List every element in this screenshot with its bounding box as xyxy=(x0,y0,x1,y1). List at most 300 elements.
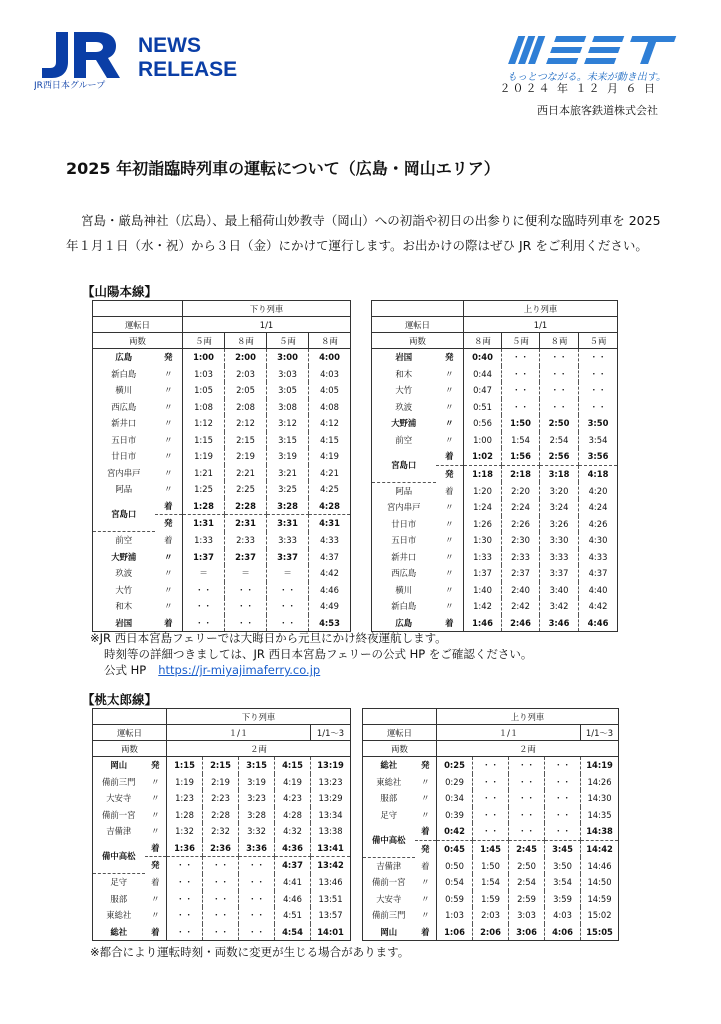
time-cell: 2:28 xyxy=(203,807,239,824)
time-cell: 3:03 xyxy=(509,907,545,924)
time-cell: 2:12 xyxy=(225,415,267,432)
time-cell: 4:06 xyxy=(545,924,581,941)
time-cell: 3:37 xyxy=(267,549,309,566)
time-cell: 4:41 xyxy=(275,874,311,891)
time-cell: 0:42 xyxy=(437,823,473,840)
time-cell: ・・ xyxy=(579,399,618,416)
station-name: 東総社 xyxy=(106,910,132,921)
cars-label: 両数 xyxy=(372,333,464,349)
station-name: 備前三門 xyxy=(102,776,136,787)
time-cell: 3:06 xyxy=(509,924,545,941)
time-cell: 1:42 xyxy=(464,598,502,615)
change-notice: ※都合により運転時刻・両数に変更が生じる場合があります。 xyxy=(90,945,410,959)
time-cell: 1:15 xyxy=(183,432,225,449)
cars-value: ５両 xyxy=(183,333,225,349)
arrive-depart-mark: 着 xyxy=(415,823,437,840)
blank-cell xyxy=(93,301,183,317)
time-cell: ・・ xyxy=(473,790,509,807)
time-cell: 4:12 xyxy=(309,415,351,432)
date-value-range: 1/1〜3 xyxy=(581,725,619,741)
slogan: もっとつながる。未来が動き出す。 xyxy=(507,72,666,83)
time-cell: 1:19 xyxy=(167,774,203,791)
table-row xyxy=(372,382,618,399)
time-cell: ・・ xyxy=(203,891,239,908)
time-cell: 3:30 xyxy=(540,532,579,549)
time-cell: 4:53 xyxy=(309,615,351,632)
time-cell: 3:20 xyxy=(540,482,579,499)
time-cell: 1:06 xyxy=(437,924,473,941)
arrive-depart-mark: 〃 xyxy=(421,793,430,804)
time-cell: 2:21 xyxy=(225,465,267,482)
time-cell: ・・ xyxy=(545,790,581,807)
time-cell: 1:33 xyxy=(464,549,502,566)
table-row xyxy=(93,840,351,857)
time-cell: 2:00 xyxy=(225,349,267,366)
time-cell: 14:46 xyxy=(581,857,619,874)
station-name: 岩国 xyxy=(115,617,133,628)
cars-row xyxy=(93,333,351,349)
time-cell: ・・ xyxy=(167,907,203,924)
time-cell: 13:23 xyxy=(311,774,351,791)
table-row xyxy=(93,366,351,383)
table-row xyxy=(93,774,351,791)
table-row xyxy=(93,790,351,807)
time-cell: 2:15 xyxy=(203,757,239,774)
station-name: 西広島 xyxy=(391,568,417,579)
table-row xyxy=(372,615,618,632)
blank-cell xyxy=(93,709,167,725)
cars-value: ８両 xyxy=(464,333,502,349)
time-cell: ・・ xyxy=(540,366,579,383)
time-cell: 14:01 xyxy=(311,924,351,941)
time-cell: ・・ xyxy=(239,874,275,891)
arrive-depart-mark: 発 xyxy=(421,843,430,854)
time-cell: 3:50 xyxy=(545,857,581,874)
arrive-depart-mark: 着 xyxy=(421,926,430,937)
time-cell: ・・ xyxy=(183,615,225,632)
time-cell: 0:59 xyxy=(437,891,473,908)
time-cell: 1:50 xyxy=(502,415,540,432)
time-cell: 0:29 xyxy=(437,774,473,791)
arrive-depart-mark: 着 xyxy=(155,498,183,515)
cars-value: ５両 xyxy=(267,333,309,349)
time-cell: ・・ xyxy=(167,891,203,908)
station-name: 宮内串戸 xyxy=(107,467,141,478)
brand-text: JR西日本グループ xyxy=(34,81,106,90)
time-cell: 0:54 xyxy=(437,874,473,891)
cars-row xyxy=(363,741,619,757)
time-cell: ・・ xyxy=(579,349,618,366)
news-line1: NEWS xyxy=(138,34,201,57)
time-cell: 13:41 xyxy=(311,840,351,857)
time-cell: 0:39 xyxy=(437,807,473,824)
date-value: 1/1 xyxy=(464,317,618,333)
time-cell: 1:03 xyxy=(183,366,225,383)
arrive-depart-mark: 〃 xyxy=(164,434,173,445)
station-name: 前空 xyxy=(115,535,133,546)
time-cell: ・・ xyxy=(473,774,509,791)
time-cell: 4:03 xyxy=(309,366,351,383)
station-name: 岡山 xyxy=(380,926,398,937)
table-row xyxy=(372,482,618,499)
time-cell: 1:30 xyxy=(464,532,502,549)
time-cell: 2:33 xyxy=(225,532,267,549)
time-cell: 4:18 xyxy=(579,465,618,482)
time-cell: ・・ xyxy=(167,857,203,874)
cars-value: ５両 xyxy=(502,333,540,349)
station-name: 前空 xyxy=(395,434,413,445)
time-cell: 14:35 xyxy=(581,807,619,824)
time-cell: ・・ xyxy=(502,349,540,366)
arrive-depart-mark: 〃 xyxy=(421,776,430,787)
time-cell: ＝ xyxy=(225,565,267,582)
time-cell: 1:15 xyxy=(167,757,203,774)
time-cell: 3:54 xyxy=(545,874,581,891)
table-row xyxy=(93,874,351,891)
time-cell: 4:33 xyxy=(309,532,351,549)
table-row xyxy=(372,516,618,533)
arrive-depart-mark: 〃 xyxy=(445,434,454,445)
time-cell: 4:28 xyxy=(275,807,311,824)
arrive-depart-mark: 着 xyxy=(436,448,464,465)
station-name: 大野浦 xyxy=(111,551,137,562)
time-cell: 4:15 xyxy=(275,757,311,774)
table-row xyxy=(93,415,351,432)
time-cell: ・・ xyxy=(203,907,239,924)
time-cell: 13:29 xyxy=(311,790,351,807)
time-cell: 2:08 xyxy=(225,399,267,416)
time-cell: 2:06 xyxy=(473,924,509,941)
arrive-depart-mark: 発 xyxy=(164,352,173,363)
time-cell: 2:37 xyxy=(502,565,540,582)
time-cell: ・・ xyxy=(267,582,309,599)
time-cell: 3:24 xyxy=(540,499,579,516)
time-cell: 3:42 xyxy=(540,598,579,615)
time-cell: 14:38 xyxy=(581,823,619,840)
time-cell: ・・ xyxy=(239,891,275,908)
station-name: 五日市 xyxy=(391,535,417,546)
arrive-depart-mark: 〃 xyxy=(421,893,430,904)
sanyo-line-heading: 【山陽本線】 xyxy=(82,284,158,299)
arrive-depart-mark: 〃 xyxy=(445,568,454,579)
time-cell: 4:26 xyxy=(579,516,618,533)
time-cell: 3:50 xyxy=(579,415,618,432)
table-row xyxy=(93,615,351,632)
table-row xyxy=(363,807,619,824)
time-cell: 3:21 xyxy=(267,465,309,482)
station-name: 東総社 xyxy=(376,776,402,787)
time-cell: 1:56 xyxy=(502,448,540,465)
ferry-detail-note: 時刻等の詳細つきましては、JR 西日本宮島フェリーの公式 HP をご確認ください。 xyxy=(104,647,533,661)
time-cell: 2:19 xyxy=(225,448,267,465)
station-name: 服部 xyxy=(380,793,398,804)
cars-row xyxy=(372,333,618,349)
time-cell: 1:45 xyxy=(473,840,509,857)
time-cell: 13:19 xyxy=(311,757,351,774)
cars-value: ８両 xyxy=(540,333,579,349)
time-cell: 2:28 xyxy=(225,498,267,515)
time-cell: 14:30 xyxy=(581,790,619,807)
table-row xyxy=(93,448,351,465)
direction-label: 上り列車 xyxy=(464,301,618,317)
date-label: 運転日 xyxy=(93,317,183,333)
arrive-depart-mark: 〃 xyxy=(164,418,173,429)
time-cell: 1:26 xyxy=(464,516,502,533)
time-cell: 2:36 xyxy=(203,840,239,857)
time-cell: 4:03 xyxy=(545,907,581,924)
momotaro-line-heading: 【桃太郎線】 xyxy=(82,692,158,707)
table-row xyxy=(372,349,618,366)
table-row xyxy=(363,774,619,791)
time-cell: 1:50 xyxy=(473,857,509,874)
arrive-depart-mark: 着 xyxy=(164,535,173,545)
arrive-depart-mark: 〃 xyxy=(164,584,173,595)
time-cell: 2:42 xyxy=(502,598,540,615)
time-cell: 4:30 xyxy=(579,532,618,549)
time-cell: 14:26 xyxy=(581,774,619,791)
time-cell: 0:56 xyxy=(464,415,502,432)
time-cell: ・・ xyxy=(545,757,581,774)
station-name: 新井口 xyxy=(391,551,417,562)
time-cell: 2:03 xyxy=(473,907,509,924)
time-cell: 1:54 xyxy=(502,432,540,449)
page-title: 2025 年初詣臨時列車の運転について（広島・岡山エリア） xyxy=(66,159,500,178)
time-cell: 1:40 xyxy=(464,582,502,599)
table-row xyxy=(372,432,618,449)
time-cell: 13:34 xyxy=(311,807,351,824)
cars-row xyxy=(93,741,351,757)
table-row xyxy=(372,448,618,465)
table-row xyxy=(93,382,351,399)
time-cell: 1:28 xyxy=(167,807,203,824)
station-name: 備前三門 xyxy=(372,910,406,921)
arrive-depart-mark: 着 xyxy=(164,617,173,628)
arrive-depart-mark: 発 xyxy=(421,760,430,771)
time-cell: ・・ xyxy=(183,582,225,599)
time-cell: 3:33 xyxy=(267,532,309,549)
time-cell: 2:37 xyxy=(225,549,267,566)
cars-label: 両数 xyxy=(93,333,183,349)
time-cell: 1:31 xyxy=(183,515,225,532)
table-row xyxy=(372,598,618,615)
ferry-hp-label: 公式 HP xyxy=(104,663,147,677)
time-cell: 15:02 xyxy=(581,907,619,924)
time-cell: 3:28 xyxy=(239,807,275,824)
table-row xyxy=(363,757,619,774)
time-cell: 4:31 xyxy=(309,515,351,532)
time-cell: 2:24 xyxy=(502,499,540,516)
arrive-depart-mark: 〃 xyxy=(151,893,160,904)
station-name: 備前一宮 xyxy=(102,809,136,820)
arrive-depart-mark: 発 xyxy=(151,760,160,771)
station-name: 広島 xyxy=(115,352,133,363)
arrive-depart-mark: 着 xyxy=(445,485,454,496)
time-cell: 4:32 xyxy=(275,823,311,840)
time-cell: 4:37 xyxy=(579,565,618,582)
time-cell: 3:18 xyxy=(540,465,579,482)
table-row xyxy=(372,415,618,432)
station-name: 吉備津 xyxy=(376,860,402,871)
arrive-depart-mark: 発 xyxy=(151,860,160,871)
station-name: 服部 xyxy=(110,893,128,904)
table-row xyxy=(372,549,618,566)
station-name: 大竹 xyxy=(115,584,133,595)
time-cell: 1:24 xyxy=(464,499,502,516)
arrive-depart-mark: 〃 xyxy=(445,385,454,396)
cars-value: ５両 xyxy=(579,333,618,349)
direction-row xyxy=(93,301,351,317)
time-cell: ・・ xyxy=(545,774,581,791)
date-row xyxy=(372,317,618,333)
arrive-depart-mark: 〃 xyxy=(164,401,173,412)
time-cell: ・・ xyxy=(502,399,540,416)
time-cell: 0:45 xyxy=(437,840,473,857)
station-name: 宮内串戸 xyxy=(387,502,421,513)
station-name: 総社 xyxy=(380,760,398,771)
arrive-depart-mark: 〃 xyxy=(421,910,430,921)
date-label: 運転日 xyxy=(372,317,464,333)
date-label: 運転日 xyxy=(363,725,437,741)
time-cell: ・・ xyxy=(473,807,509,824)
time-cell: 1:37 xyxy=(183,549,225,566)
cars-label: 両数 xyxy=(363,741,437,757)
time-cell: 1:23 xyxy=(167,790,203,807)
momotaro-up-timetable xyxy=(362,708,619,941)
time-cell: ・・ xyxy=(545,823,581,840)
station-name: 玖波 xyxy=(115,568,133,579)
station-name: 岩国 xyxy=(395,352,413,363)
time-cell: 4:51 xyxy=(275,907,311,924)
time-cell: 1:46 xyxy=(464,615,502,632)
arrive-depart-mark: 〃 xyxy=(164,568,173,579)
time-cell: ・・ xyxy=(579,366,618,383)
table-row xyxy=(363,907,619,924)
station-name: 廿日市 xyxy=(391,518,417,529)
station-name: 宮島口 xyxy=(372,448,436,482)
time-cell: 3:15 xyxy=(239,757,275,774)
arrive-depart-mark: 〃 xyxy=(445,551,454,562)
ferry-hp-link[interactable]: https://jr-miyajimaferry.co.jp xyxy=(158,663,321,677)
time-cell: 0:50 xyxy=(437,857,473,874)
station-name: 和木 xyxy=(395,368,413,379)
time-cell: 2:20 xyxy=(502,482,540,499)
arrive-depart-mark: 〃 xyxy=(445,368,454,379)
station-name: 備前一宮 xyxy=(372,877,406,888)
time-cell: 2:54 xyxy=(509,874,545,891)
time-cell: 13:51 xyxy=(311,891,351,908)
time-cell: ・・ xyxy=(509,790,545,807)
cars-value: ８両 xyxy=(309,333,351,349)
station-name: 新白島 xyxy=(391,601,417,612)
time-cell: 3:54 xyxy=(579,432,618,449)
arrive-depart-mark: 〃 xyxy=(164,385,173,396)
table-row xyxy=(93,432,351,449)
arrive-depart-mark: 〃 xyxy=(151,793,160,804)
time-cell: ・・ xyxy=(267,615,309,632)
time-cell: ・・ xyxy=(509,807,545,824)
station-name: 阿品 xyxy=(395,485,413,496)
time-cell: 2:05 xyxy=(225,382,267,399)
arrive-depart-mark: 着 xyxy=(445,617,454,628)
station-name: 西広島 xyxy=(111,401,137,412)
time-cell: 3:03 xyxy=(267,366,309,383)
arrive-depart-mark: 〃 xyxy=(164,368,173,379)
time-cell: ・・ xyxy=(225,615,267,632)
time-cell: ・・ xyxy=(167,874,203,891)
time-cell: 4:20 xyxy=(579,482,618,499)
station-name: 和木 xyxy=(115,601,133,612)
station-name: 横川 xyxy=(395,584,413,595)
station-name: 大安寺 xyxy=(106,793,132,804)
cars-value: ２両 xyxy=(167,741,351,757)
time-cell: ・・ xyxy=(183,598,225,615)
time-cell: 13:57 xyxy=(311,907,351,924)
time-cell: 1:00 xyxy=(464,432,502,449)
time-cell: 4:49 xyxy=(309,598,351,615)
time-cell: 1:18 xyxy=(464,465,502,482)
arrive-depart-mark: 発 xyxy=(164,518,173,529)
table-row xyxy=(363,790,619,807)
table-row xyxy=(372,499,618,516)
time-cell: 3:59 xyxy=(545,891,581,908)
time-cell: 4:37 xyxy=(309,549,351,566)
time-cell: 14:19 xyxy=(581,757,619,774)
intro-paragraph: 宮島・厳島神社（広島）、最上稲荷山妙教寺（岡山）への初詣や初日の出参りに便利な臨時列車を 2025 年１月１日（水・祝）から３日（金）にかけて運行します。お出かけの際はぜひ JR をご利用ください。 xyxy=(66,213,661,253)
direction-row xyxy=(363,709,619,725)
arrive-depart-mark: 発 xyxy=(445,352,454,363)
time-cell: 1:05 xyxy=(183,382,225,399)
station-name: 廿日市 xyxy=(111,451,137,462)
time-cell: 3:36 xyxy=(239,840,275,857)
time-cell: 1:33 xyxy=(183,532,225,549)
time-cell: 2:46 xyxy=(502,615,540,632)
time-cell: 3:05 xyxy=(267,382,309,399)
time-cell: 3:26 xyxy=(540,516,579,533)
time-cell: 2:33 xyxy=(502,549,540,566)
time-cell: 3:12 xyxy=(267,415,309,432)
time-cell: 3:37 xyxy=(540,565,579,582)
time-cell: ・・ xyxy=(473,757,509,774)
time-cell: 4:46 xyxy=(309,582,351,599)
time-cell: 3:08 xyxy=(267,399,309,416)
station-name: 広島 xyxy=(395,617,413,628)
station-name: 五日市 xyxy=(111,434,137,445)
time-cell: 4:05 xyxy=(309,382,351,399)
time-cell: 1:20 xyxy=(464,482,502,499)
time-cell: 1:21 xyxy=(183,465,225,482)
station-name: 足守 xyxy=(380,809,398,820)
time-cell: 3:19 xyxy=(267,448,309,465)
arrive-depart-mark: 〃 xyxy=(445,418,454,429)
time-cell: 4:46 xyxy=(579,615,618,632)
table-row xyxy=(363,874,619,891)
station-name: 横川 xyxy=(115,385,133,396)
time-cell: 1:25 xyxy=(183,481,225,498)
time-cell: ・・ xyxy=(203,857,239,874)
time-cell: 1:37 xyxy=(464,565,502,582)
time-cell: 4:00 xyxy=(309,349,351,366)
direction-label: 上り列車 xyxy=(437,709,619,725)
time-cell: 3:32 xyxy=(239,823,275,840)
station-name: 備中高松 xyxy=(363,823,415,857)
time-cell: 3:45 xyxy=(545,840,581,857)
time-cell: ・・ xyxy=(540,382,579,399)
time-cell: 3:19 xyxy=(239,774,275,791)
momotaro-down-timetable xyxy=(92,708,351,941)
arrive-depart-mark: 〃 xyxy=(164,451,173,462)
arrive-depart-mark: 〃 xyxy=(445,601,454,612)
arrive-depart-mark: 〃 xyxy=(445,535,454,546)
